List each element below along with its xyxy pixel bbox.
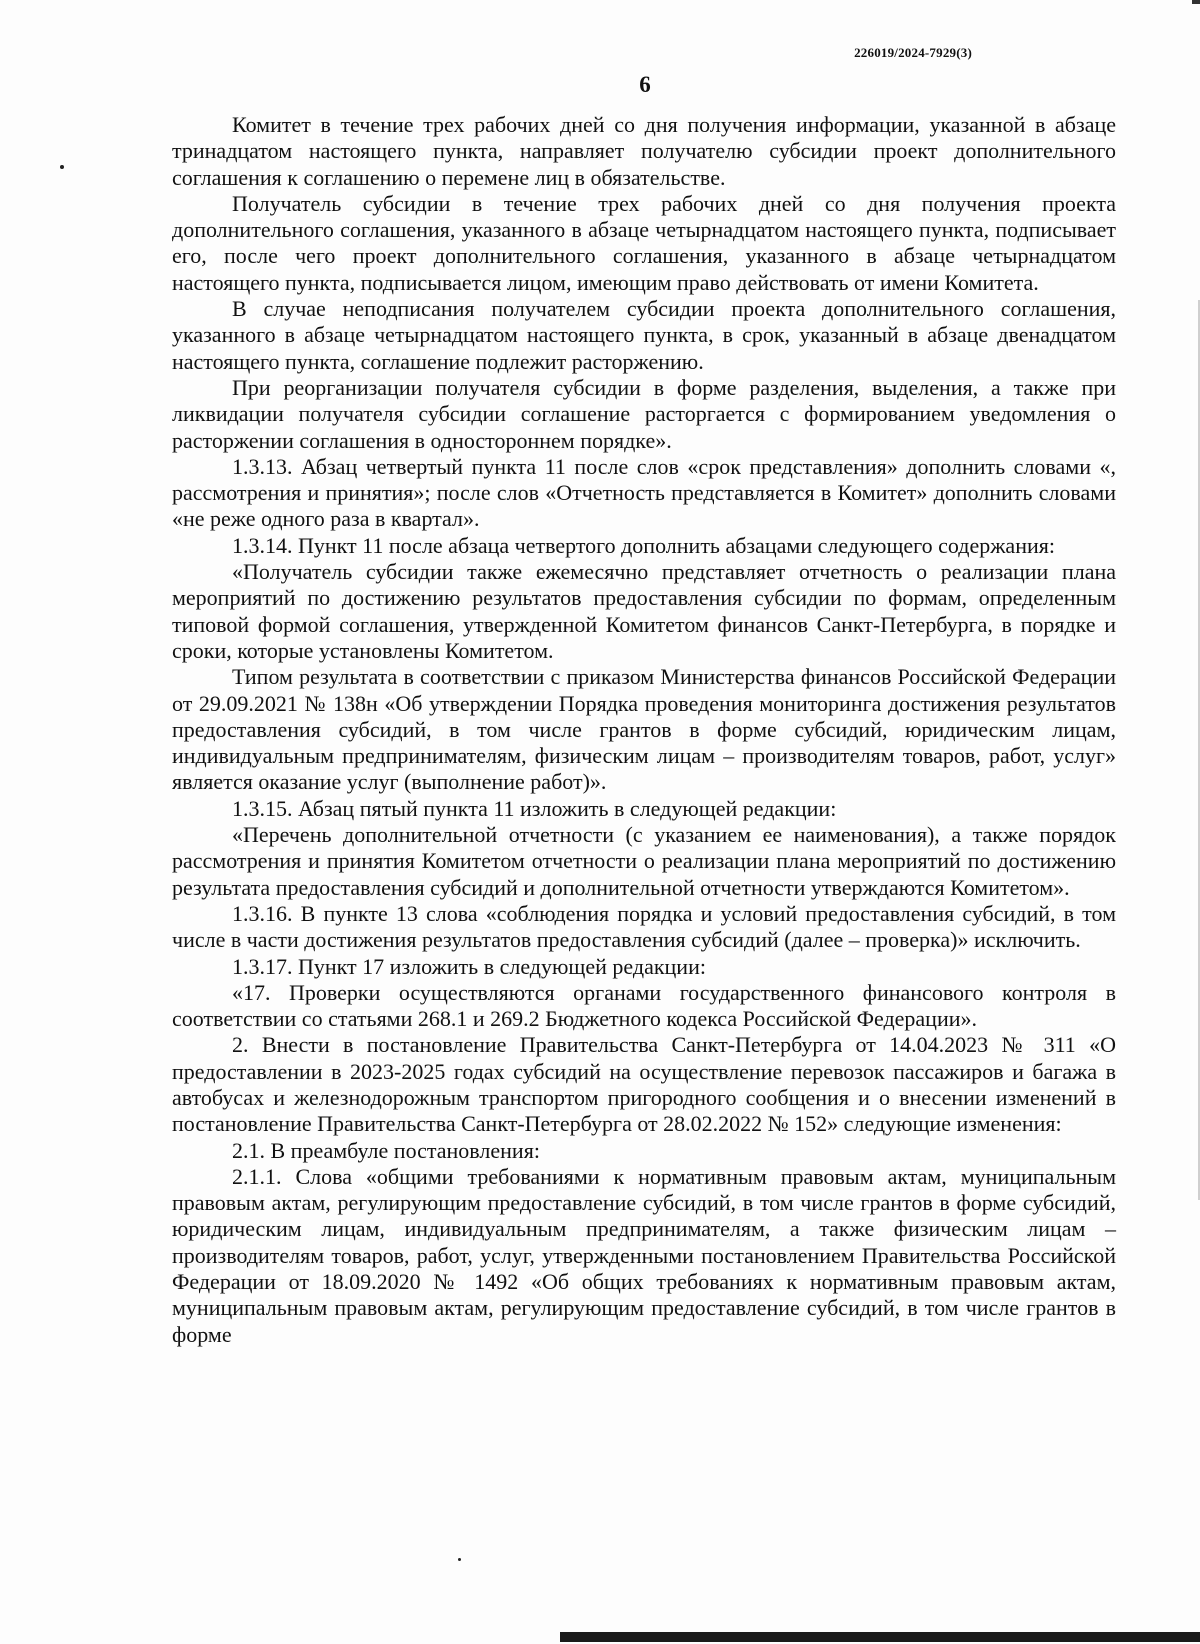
scan-artifact — [1192, 0, 1200, 4]
paragraph: Типом результата в соответствии с приказом Министерства финансов Российской Федерации от 29.09.2021 № 138н «Об утверждении Порядка проведения мониторинга достижения результатов предоставления субсидий, в том числе грантов в форме субсидий, юридическим лицам, индивидуальным предпринимателям, физическим лицам – производителям товаров, работ, услуг» является оказание услуг (выполнение работ)». — [172, 664, 1116, 795]
paragraph: 2.1.1. Слова «общими требованиями к нормативным правовым актам, муниципальным правовым актам, регулирующим предоставление субсидий, в том числе грантов в форме субсидий, юридическим лицам, индивидуальным предпринимателям, а также физическим лицам – производителям товаров, работ, услуг, утвержденными постановлением Правительства Российской Федерации от 18.09.2020 № 1492 «Об общих требованиях к нормативным правовым актам, муниципальным правовым актам, регулирующим предоставление субсидий, в том числе грантов в форме — [172, 1163, 1116, 1347]
paragraph: В случае неподписания получателем субсидии проекта дополнительного соглашения, указанного в абзаце четырнадцатом настоящего пункта, в срок, указанный в абзаце двенадцатом настоящего пункта, соглашение подлежит расторжению. — [172, 296, 1116, 374]
paragraph: Комитет в течение трех рабочих дней со дня получения информации, указанной в абзаце тринадцатом настоящего пункта, направляет получателю субсидии проект дополнительного соглашения к соглашению о перемене лиц в обязательстве. — [172, 112, 1116, 190]
scan-speck — [60, 165, 64, 169]
scan-speck — [458, 1558, 461, 1561]
paragraph: 2. Внести в постановление Правительства Санкт-Петербурга от 14.04.2023 № 311 «О предоставлении в 2023-2025 годах субсидий на осуществление перевозок пассажиров и багажа в автобусах и железнодорожным транспортом пригородного сообщения и о внесении изменений в постановление Правительства Санкт-Петербурга от 28.02.2022 № 152» следующие изменения: — [172, 1032, 1116, 1137]
paragraph: 1.3.15. Абзац пятый пункта 11 изложить в следующей редакции: — [232, 795, 837, 821]
paragraph: 1.3.17. Пункт 17 изложить в следующей редакции: — [232, 953, 706, 979]
paragraph: «Перечень дополнительной отчетности (с указанием ее наименования), а также порядок рассмотрения и принятия Комитетом отчетности о реализации плана мероприятий по достижению результата предоставления субсидий и дополнительной отчетности утверждаются Комитетом». — [172, 822, 1116, 900]
scan-bottom-edge — [560, 1632, 1200, 1642]
paragraph: 1.3.13. Абзац четвертый пункта 11 после слов «срок представления» дополнить словами «, рассмотрения и принятия»; после слов «Отчетность представляется в Комитет» дополнить словами «не реже одного раза в квартал». — [172, 453, 1116, 532]
paragraph: «Получатель субсидии также ежемесячно представляет отчетность о реализации плана мероприятий по достижению результатов предоставления субсидии по формам, определенным типовой формой соглашения, утвержденной Комитетом финансов Санкт-Петербурга, в порядке и сроки, которые установлены Комитетом. — [172, 559, 1116, 663]
paragraph: 2.1. В преамбуле постановления: — [232, 1137, 540, 1163]
paragraph: Получатель субсидии в течение трех рабочих дней со дня получения проекта дополнительного соглашения, указанного в абзаце четырнадцатом настоящего пункта, подписывает его, после чего проект дополнительного соглашения, указанного в абзаце четырнадцатом настоящего пункта, подписывается лицом, имеющим право действовать от имени Комитета. — [172, 190, 1116, 295]
page-number: 6 — [639, 72, 651, 97]
document-registration-number: 226019/2024-7929(3) — [854, 45, 972, 60]
paragraph: При реорганизации получателя субсидии в форме разделения, выделения, а также при ликвидации получателя субсидии соглашение расторгается с формированием уведомления о расторжении соглашения в одностороннем порядке». — [172, 374, 1116, 453]
document-body — [172, 112, 1116, 1348]
paragraph: 1.3.14. Пункт 11 после абзаца четвертого дополнить абзацами следующего содержания: — [232, 532, 1055, 558]
paragraph: 1.3.16. В пункте 13 слова «соблюдения порядка и условий предоставления субсидий, в том числе в части достижения результатов предоставления субсидий (далее – проверка)» исключить. — [172, 900, 1116, 953]
paragraph: «17. Проверки осуществляются органами государственного финансового контроля в соответствии со статьями 268.1 и 269.2 Бюджетного кодекса Российской Федерации». — [172, 979, 1116, 1032]
